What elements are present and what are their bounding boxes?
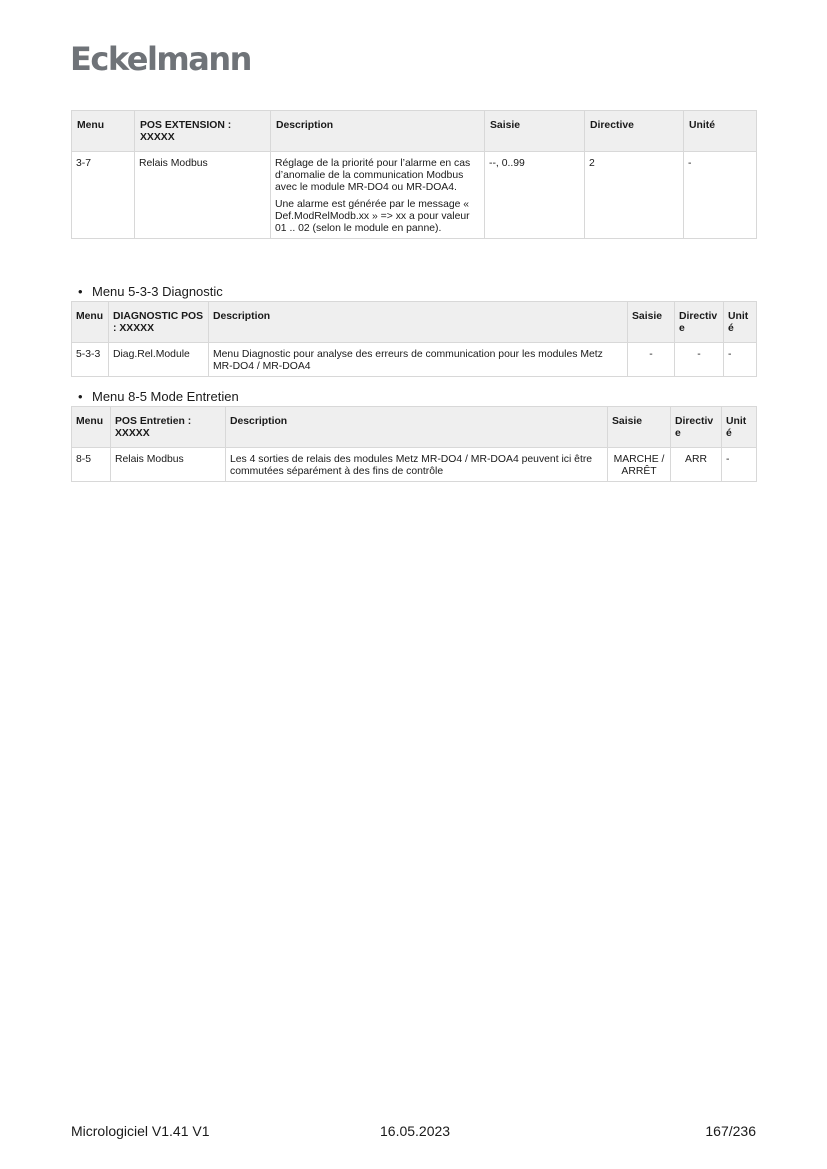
footer-date: 16.05.2023 xyxy=(380,1123,451,1139)
cell-description: Les 4 sorties de relais des modules Metz MR-DO4 / MR-DOA4 peuvent ici être commutées séparément à des fins de contrôle xyxy=(226,448,608,482)
cell-unite: - xyxy=(684,152,757,239)
diagnostic-table xyxy=(71,301,757,377)
cell-menu: 8-5 xyxy=(72,448,111,482)
table-header-row xyxy=(72,111,757,152)
header-directive: Directive xyxy=(585,111,684,152)
header-menu: Menu xyxy=(72,302,109,343)
cell-directive: - xyxy=(675,343,724,377)
header-unite: Unité xyxy=(684,111,757,152)
section-title: Menu 8-5 Mode Entretien xyxy=(92,389,239,404)
table-row xyxy=(72,448,757,482)
cell-pos: Relais Modbus xyxy=(135,152,271,239)
cell-saisie: MARCHE / ARRÊT xyxy=(608,448,671,482)
table-row xyxy=(72,343,757,377)
header-saisie: Saisie xyxy=(608,407,671,448)
header-saisie: Saisie xyxy=(485,111,585,152)
header-description: Description xyxy=(226,407,608,448)
footer-page-number: 167/236 xyxy=(705,1123,756,1139)
table-header-row xyxy=(72,302,757,343)
bullet-icon: • xyxy=(78,284,83,299)
cell-menu: 3-7 xyxy=(72,152,135,239)
cell-description xyxy=(271,152,485,239)
header-menu: Menu xyxy=(72,111,135,152)
header-pos: POS Entretien : XXXXX xyxy=(111,407,226,448)
bullet-icon: • xyxy=(78,389,83,404)
header-unite: Unit é xyxy=(722,407,757,448)
cell-saisie: --, 0..99 xyxy=(485,152,585,239)
header-menu: Menu xyxy=(72,407,111,448)
entretien-table xyxy=(71,406,757,482)
extension-table xyxy=(71,110,757,239)
header-pos: DIAGNOSTIC POS : XXXXX xyxy=(109,302,209,343)
cell-unite: - xyxy=(724,343,757,377)
header-description: Description xyxy=(271,111,485,152)
header-unite: Unit é xyxy=(724,302,757,343)
cell-pos: Relais Modbus xyxy=(111,448,226,482)
table-header-row xyxy=(72,407,757,448)
header-saisie: Saisie xyxy=(628,302,675,343)
cell-directive: ARR xyxy=(671,448,722,482)
eckelmann-logo: Eckelmann xyxy=(70,40,251,78)
description-paragraph-2: Une alarme est générée par le message « Def.ModRelModb.xx » => xx a pour valeur 01 .. 02 (selon le module en panne). xyxy=(275,199,470,234)
cell-unite: - xyxy=(722,448,757,482)
cell-saisie: - xyxy=(628,343,675,377)
cell-description: Menu Diagnostic pour analyse des erreurs de communication pour les modules Metz MR-DO4 / MR-DOA4 xyxy=(209,343,628,377)
section-heading-diagnostic xyxy=(78,284,223,299)
description-paragraph-1: Réglage de la priorité pour l’alarme en cas d’anomalie de la communication Modbus avec le module MR-DO4 ou MR-DOA4. xyxy=(275,158,471,193)
header-pos: POS EXTENSION : XXXXX xyxy=(135,111,271,152)
cell-pos: Diag.Rel.Module xyxy=(109,343,209,377)
section-heading-entretien xyxy=(78,389,239,404)
cell-directive: 2 xyxy=(585,152,684,239)
header-directive: Directiv e xyxy=(675,302,724,343)
cell-menu: 5-3-3 xyxy=(72,343,109,377)
header-description: Description xyxy=(209,302,628,343)
footer-firmware-version: Micrologiciel V1.41 V1 xyxy=(71,1123,210,1139)
section-title: Menu 5-3-3 Diagnostic xyxy=(92,284,223,299)
table-row xyxy=(72,152,757,239)
header-directive: Directiv e xyxy=(671,407,722,448)
